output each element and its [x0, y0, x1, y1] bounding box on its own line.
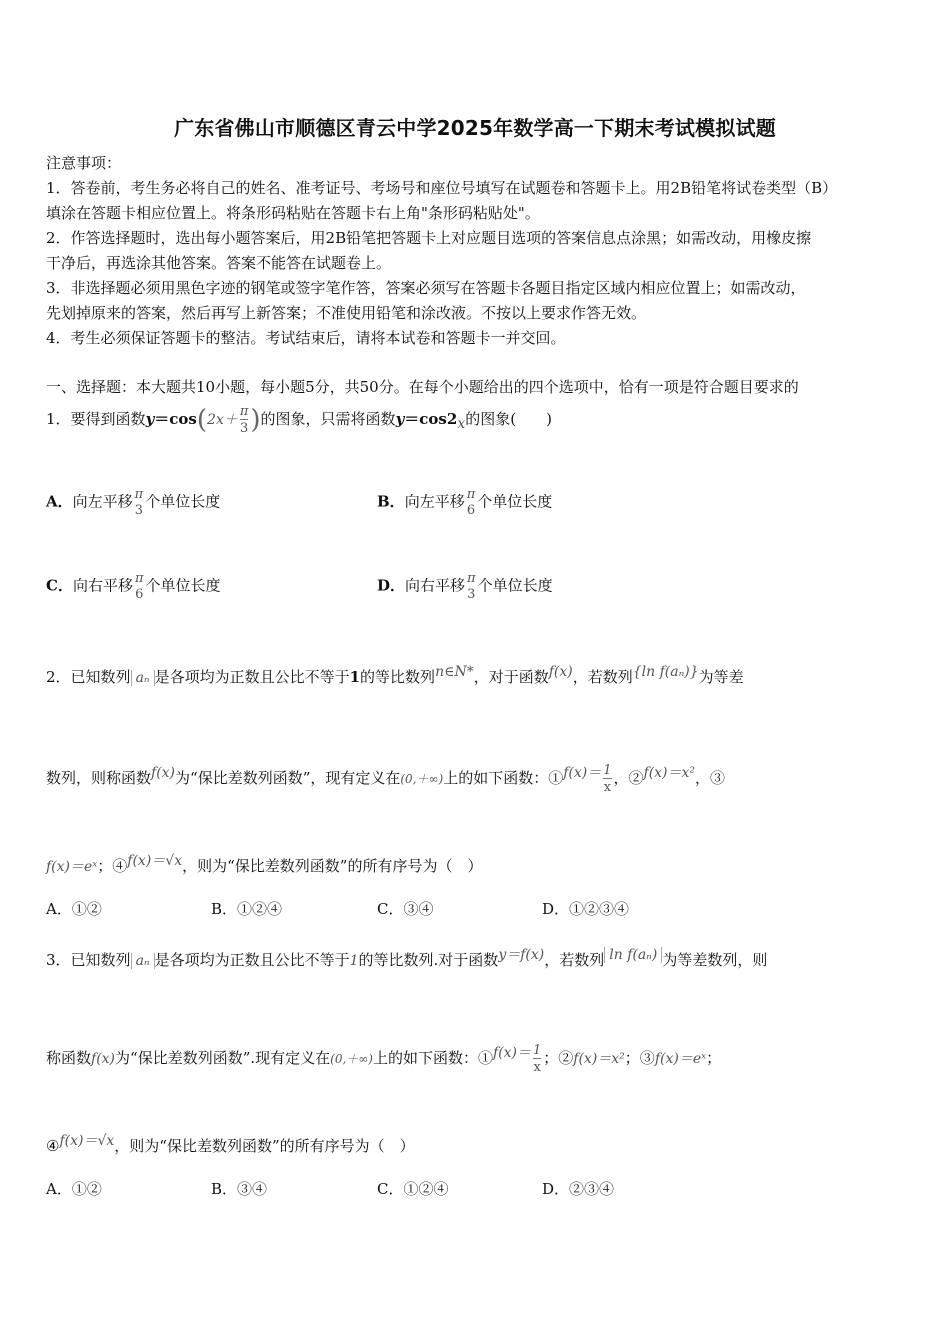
- q1-option-c[interactable]: C．向右平移 π 6 个单位长度: [46, 571, 221, 602]
- question-number: 3．: [46, 951, 71, 969]
- q3-option-b[interactable]: B．③④: [211, 1180, 268, 1198]
- notice-line-6: 先划掉原来的答案，然后再写上新答案；不准使用铅笔和涂改液。不按以上要求作答无效。: [46, 304, 647, 322]
- question-2-line-2: 数列，则称函数f(x)为“保比差数列函数”，现有定义在(0,＋∞)上的如下函数：①f(x)＝ $\frac{1}{x}$ ，②f(x)＝x²，③: [46, 763, 726, 795]
- section-heading: 一、选择题：本大题共10小题，每小题5分，共50分。在每个小题给出的四个选项中，恰有一项是符合题目要求的: [46, 378, 799, 396]
- question-2-line-1: 2．已知数列 aₙ 是各项均为正数且公比不等于1的等比数列n∈N*，对于函数f(x)，若数列{ln f(aₙ)}为等差: [46, 664, 744, 686]
- q3-option-c[interactable]: C．①②④: [377, 1180, 449, 1198]
- q1-option-a[interactable]: A．向左平移 π 3 个单位长度: [46, 487, 221, 518]
- question-1: 1．要得到函数y＝cos(2x＋ $\frac{\pi}{3}$ )的图象，只需将函数$y=\cos 2_x$的图象( ): [46, 404, 552, 436]
- notice-line-3: 2．作答选择题时，选出每小题答案后，用2B铅笔把答题卡上对应题目选项的答案信息点涂黑；如需改动，用橡皮擦: [46, 229, 812, 247]
- question-3-line-3: ④f(x)＝√x，则为“保比差数列函数”的所有序号为（ ）: [46, 1133, 415, 1155]
- fraction-pi-over-3: $\frac{\pi}{3}$: [239, 404, 249, 436]
- notice-line-4: 干净后，再选涂其他答案。答案不能答在试题卷上。: [46, 254, 392, 272]
- fraction-1-over-x: $\frac{1}{x}$: [603, 763, 612, 795]
- q2-option-b[interactable]: B．①②④: [211, 900, 283, 918]
- notice-line-1: 1．答卷前，考生务必将自己的姓名、准考证号、考场号和座位号填写在试题卷和答题卡上。用2B铅笔将试卷类型（B）: [46, 179, 838, 197]
- fraction-1-over-x: $\frac{1}{x}$: [532, 1043, 542, 1075]
- notice-heading: 注意事项：: [46, 154, 122, 172]
- q1-option-b[interactable]: B．向左平移 π 6 个单位长度: [377, 487, 553, 518]
- q3-option-d[interactable]: D．②③④: [542, 1180, 615, 1198]
- notice-line-5: 3．非选择题必须用黑色字迹的钢笔或签字笔作答，答案必须写在答题卡各题目指定区域内相应位置上；如需改动，: [46, 279, 806, 297]
- question-3-line-1: 3．已知数列 aₙ 是各项均为正数且公比不等于1的等比数列.对于函数y＝f(x)，若数列 ln f(aₙ) 为等差数列，则: [46, 947, 768, 969]
- question-number: 2．: [46, 668, 71, 686]
- question-3-line-2: 称函数f(x)为“保比差数列函数”.现有定义在(0,＋∞)上的如下函数：①f(x)＝ $\frac{1}{x}$ ；②f(x)＝x²；③f(x)＝eˣ；: [46, 1043, 722, 1075]
- notice-line-7: 4．考生必须保证答题卡的整洁。考试结束后，请将本试卷和答题卡一并交回。: [46, 329, 566, 347]
- question-number: 1．: [46, 410, 71, 428]
- page-title: 广东省佛山市顺德区青云中学2025年数学高一下期末考试模拟试题: [174, 116, 776, 140]
- q2-option-d[interactable]: D．①②③④: [542, 900, 630, 918]
- q3-option-a[interactable]: A．①②: [46, 1180, 102, 1198]
- question-2-line-3: f(x)＝eˣ；④f(x)＝√x，则为“保比差数列函数”的所有序号为（ ）: [46, 853, 483, 875]
- notice-line-2: 填涂在答题卡相应位置上。将条形码粘贴在答题卡右上角"条形码粘贴处"。: [46, 204, 540, 222]
- q2-option-a[interactable]: A．①②: [46, 900, 102, 918]
- q1-option-d[interactable]: D．向右平移 π 3 个单位长度: [377, 571, 553, 602]
- q2-option-c[interactable]: C．③④: [377, 900, 434, 918]
